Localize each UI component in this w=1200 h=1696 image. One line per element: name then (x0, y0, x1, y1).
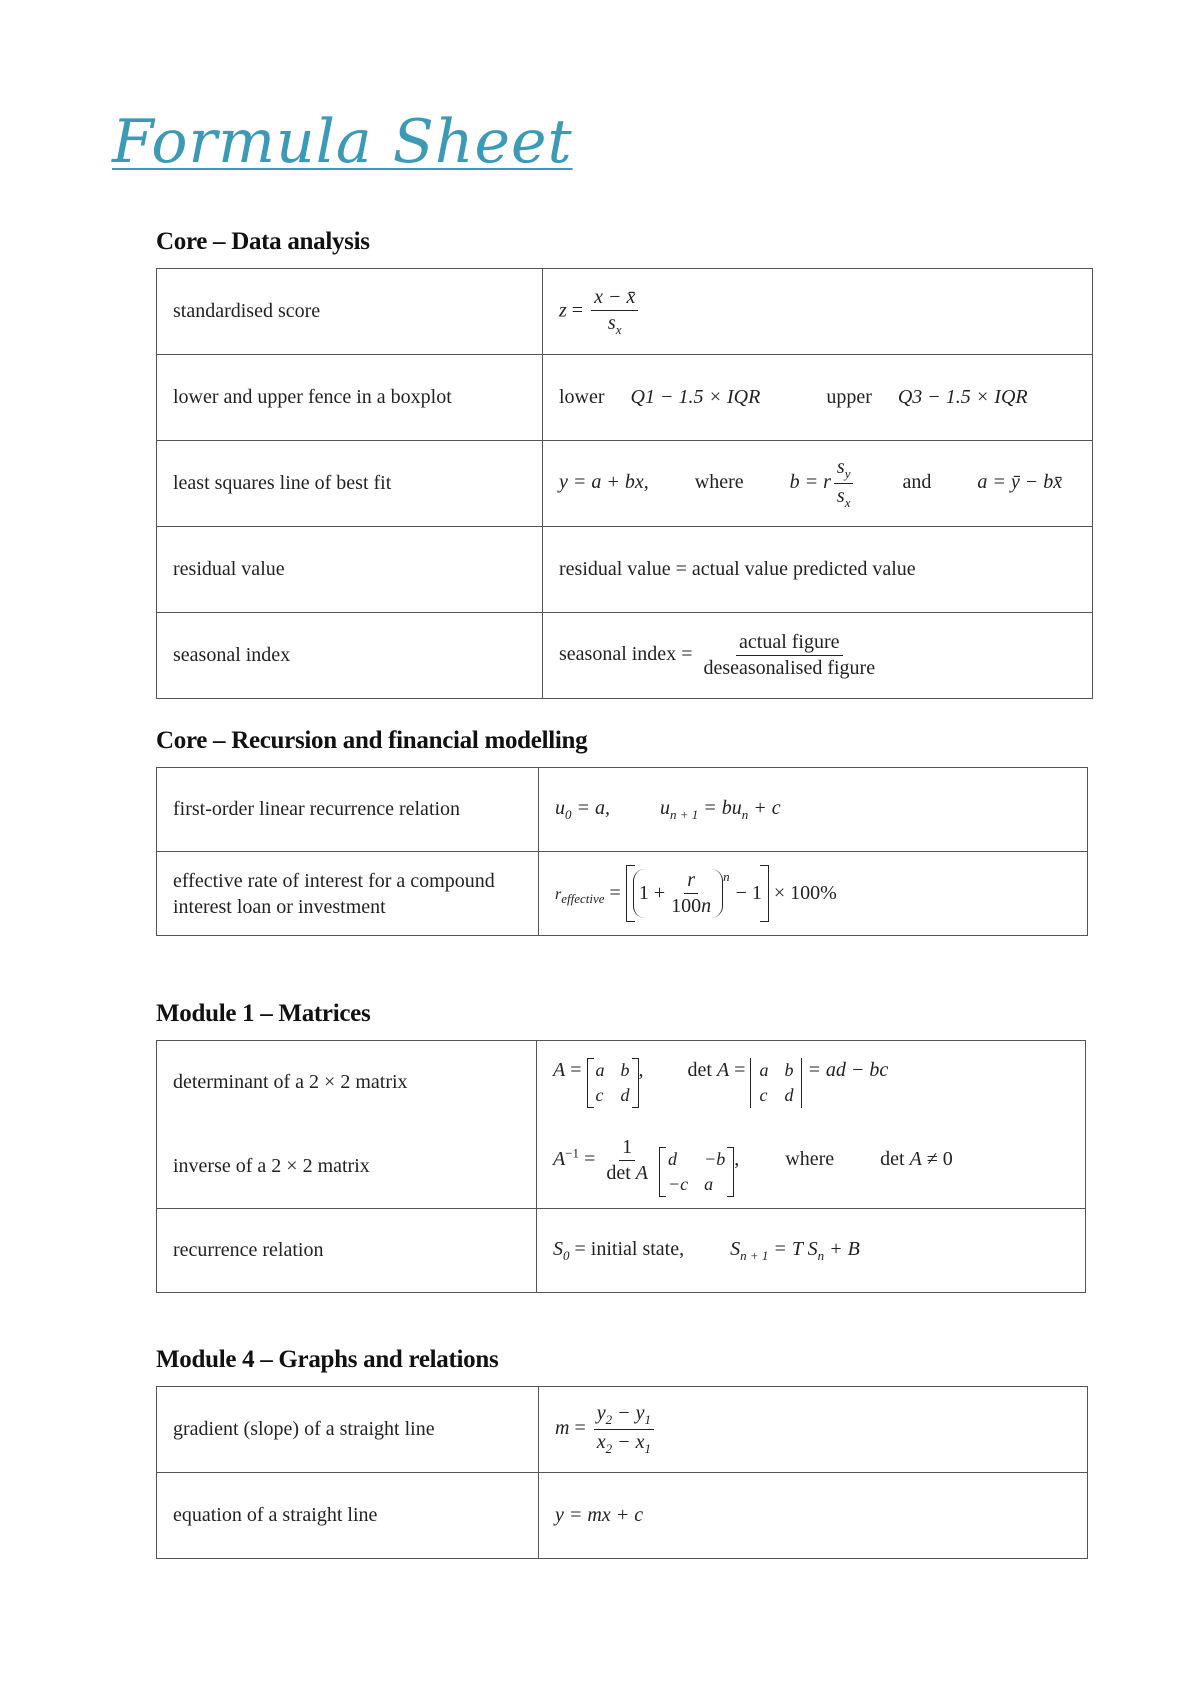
formula-label: residual value (157, 527, 543, 613)
table-row (157, 1125, 1086, 1209)
section-heading: Core – Data analysis (156, 228, 370, 255)
det-word: det (880, 1147, 905, 1170)
lower-fence: Q1 − 1.5 × IQR (630, 386, 761, 408)
section-module-1-matrices (156, 1000, 1086, 1293)
where-word: where (785, 1147, 835, 1170)
formula-label: effective rate of interest for a compound interest loan or investment (157, 852, 539, 936)
formula-label: recurrence relation (157, 1209, 537, 1293)
formula-table (156, 1040, 1086, 1293)
formula-matrix-recurrence: $S_0$ = initial state, $S_{n + 1} = T$ $S_n + B$ (537, 1209, 1086, 1293)
section-core-data-analysis (156, 228, 1093, 699)
formula-label: first-order linear recurrence relation (157, 768, 539, 852)
where-word: where (694, 471, 744, 494)
formula-table (156, 1386, 1088, 1559)
formula-standardised-score: z = $\frac{x - x̄}{s_x}$ (543, 269, 1093, 355)
section-heading: Module 1 – Matrices (156, 1000, 371, 1027)
seasonal-denominator: deseasonalised figure (703, 657, 876, 679)
formula-recurrence: $u_0 = a$, $u_{n + 1} = bu_n + c$ (539, 768, 1088, 852)
formula-gradient: m = $\frac{y_2 - y_1}{x_2 - x_1}$ (539, 1387, 1088, 1473)
formula-label: standardised score (157, 269, 543, 355)
seasonal-lhs: seasonal index = (559, 643, 693, 666)
page-title: Formula Sheet (112, 107, 573, 177)
formula-label: least squares line of best fit (157, 441, 543, 527)
section-core-recursion (156, 727, 1088, 936)
formula-determinant: A = a b c d , det A = a b c d = ad − bc (537, 1041, 1086, 1125)
table-row (157, 1387, 1088, 1473)
formula-least-squares: y = a + bx, where b = r $\frac{s_y}{s_x}$ and a = ȳ − bx̄ (543, 441, 1093, 527)
section-heading: Module 4 – Graphs and relations (156, 1346, 499, 1373)
upper-fence: Q3 − 1.5 × IQR (897, 386, 1028, 408)
formula-effective-rate: $r_{effective}$ = 1 + $\frac{r}{100n}$ $^n$ − 1 × 100% (539, 852, 1088, 936)
table-row (157, 613, 1093, 699)
table-row (157, 768, 1088, 852)
and-word: and (902, 471, 932, 494)
initial-state: = initial state, (574, 1237, 685, 1260)
formula-label: inverse of a 2 × 2 matrix (157, 1125, 537, 1209)
table-row (157, 1041, 1086, 1125)
formula-label: determinant of a 2 × 2 matrix (157, 1041, 537, 1125)
table-row (157, 355, 1093, 441)
table-row (157, 1473, 1088, 1559)
table-row (157, 1209, 1086, 1293)
formula-inverse: $A^{-1}$ = $\frac{1}{\text{det A}}$ d −b −c a , where det A ≠ 0 (537, 1125, 1086, 1209)
formula-label: seasonal index (157, 613, 543, 699)
lower-word: lower (559, 386, 605, 408)
formula-table (156, 268, 1093, 699)
table-row (157, 441, 1093, 527)
det-word: det (687, 1058, 712, 1081)
formula-label: lower and upper fence in a boxplot (157, 355, 543, 441)
upper-word: upper (826, 386, 872, 408)
formula-straight-line: y = mx + c (539, 1473, 1088, 1559)
section-heading: Core – Recursion and financial modelling (156, 727, 588, 754)
seasonal-numerator: actual figure (736, 631, 843, 656)
table-row (157, 269, 1093, 355)
table-row (157, 852, 1088, 936)
formula-residual: residual value = actual value predicted value (543, 527, 1093, 613)
section-module-4-graphs (156, 1346, 1088, 1559)
det-word: det (606, 1161, 631, 1184)
formula-label: gradient (slope) of a straight line (157, 1387, 539, 1473)
formula-table (156, 767, 1088, 936)
formula-seasonal-index (543, 613, 1093, 699)
table-row (157, 527, 1093, 613)
formula-label: equation of a straight line (157, 1473, 539, 1559)
formula-fences (543, 355, 1093, 441)
